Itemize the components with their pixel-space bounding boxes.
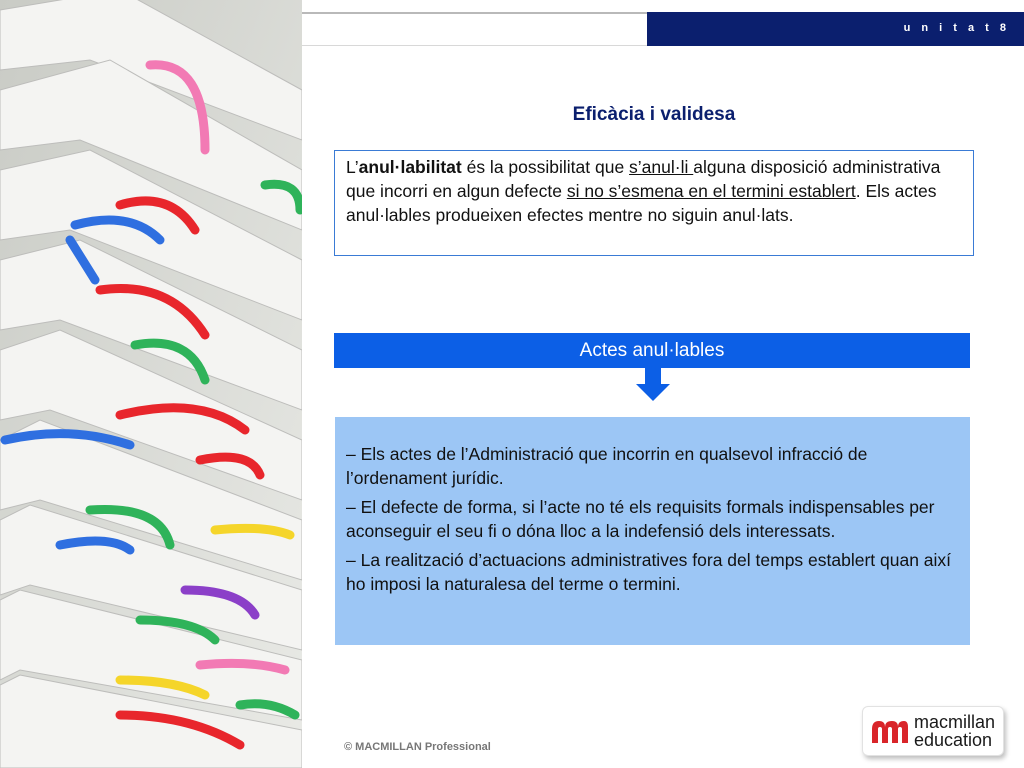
macmillan-logo-mark [870, 715, 910, 747]
macmillan-logo [862, 706, 1004, 756]
section-header: Actes anul·lables [334, 333, 970, 368]
header-line [302, 12, 647, 14]
definition-underline-1: s’anul·li [629, 157, 694, 177]
unit-bar [647, 12, 1024, 46]
definition-text-2: és la possibilitat que [461, 157, 630, 177]
arrow-down-icon [636, 368, 670, 402]
header-line-bottom [302, 45, 647, 46]
logo-text-line2: education [914, 730, 993, 750]
list-item: – El defecte de forma, si l’acte no té els requisits formals indispensables per aconseguir el seu fi o dóna lloc a la indefensió dels interessats. [346, 497, 935, 541]
unit-label: u n i t a t 8 [903, 22, 1010, 34]
item-list [346, 443, 956, 602]
definition-box [334, 150, 974, 256]
definition-text-3: alguna disposició administrativa que incorri en algun defecte [346, 157, 941, 201]
page-title: Eficàcia i validesa [572, 104, 736, 125]
definition-term: anul·labilitat [358, 157, 462, 177]
logo-text-line1: macmillan [914, 712, 996, 732]
list-item: – La realització d’actuacions administratives fora del temps establert quan així ho imposi la naturalesa del terme o termini. [346, 550, 952, 594]
list-box [335, 417, 970, 645]
definition-underline-2: si no s’esmena en el termini establert [566, 181, 856, 201]
definition-text-4: . Els actes anul·lables produeixen efectes mentre no siguin anul·lats. [346, 181, 937, 225]
definition-text-1: L’ [346, 157, 359, 177]
binders-photo [0, 0, 302, 768]
list-item: – Els actes de l’Administració que incorrin en qualsevol infracció de l’ordenament jurídic. [346, 444, 868, 488]
copyright: © MACMILLAN Professional [344, 741, 491, 753]
